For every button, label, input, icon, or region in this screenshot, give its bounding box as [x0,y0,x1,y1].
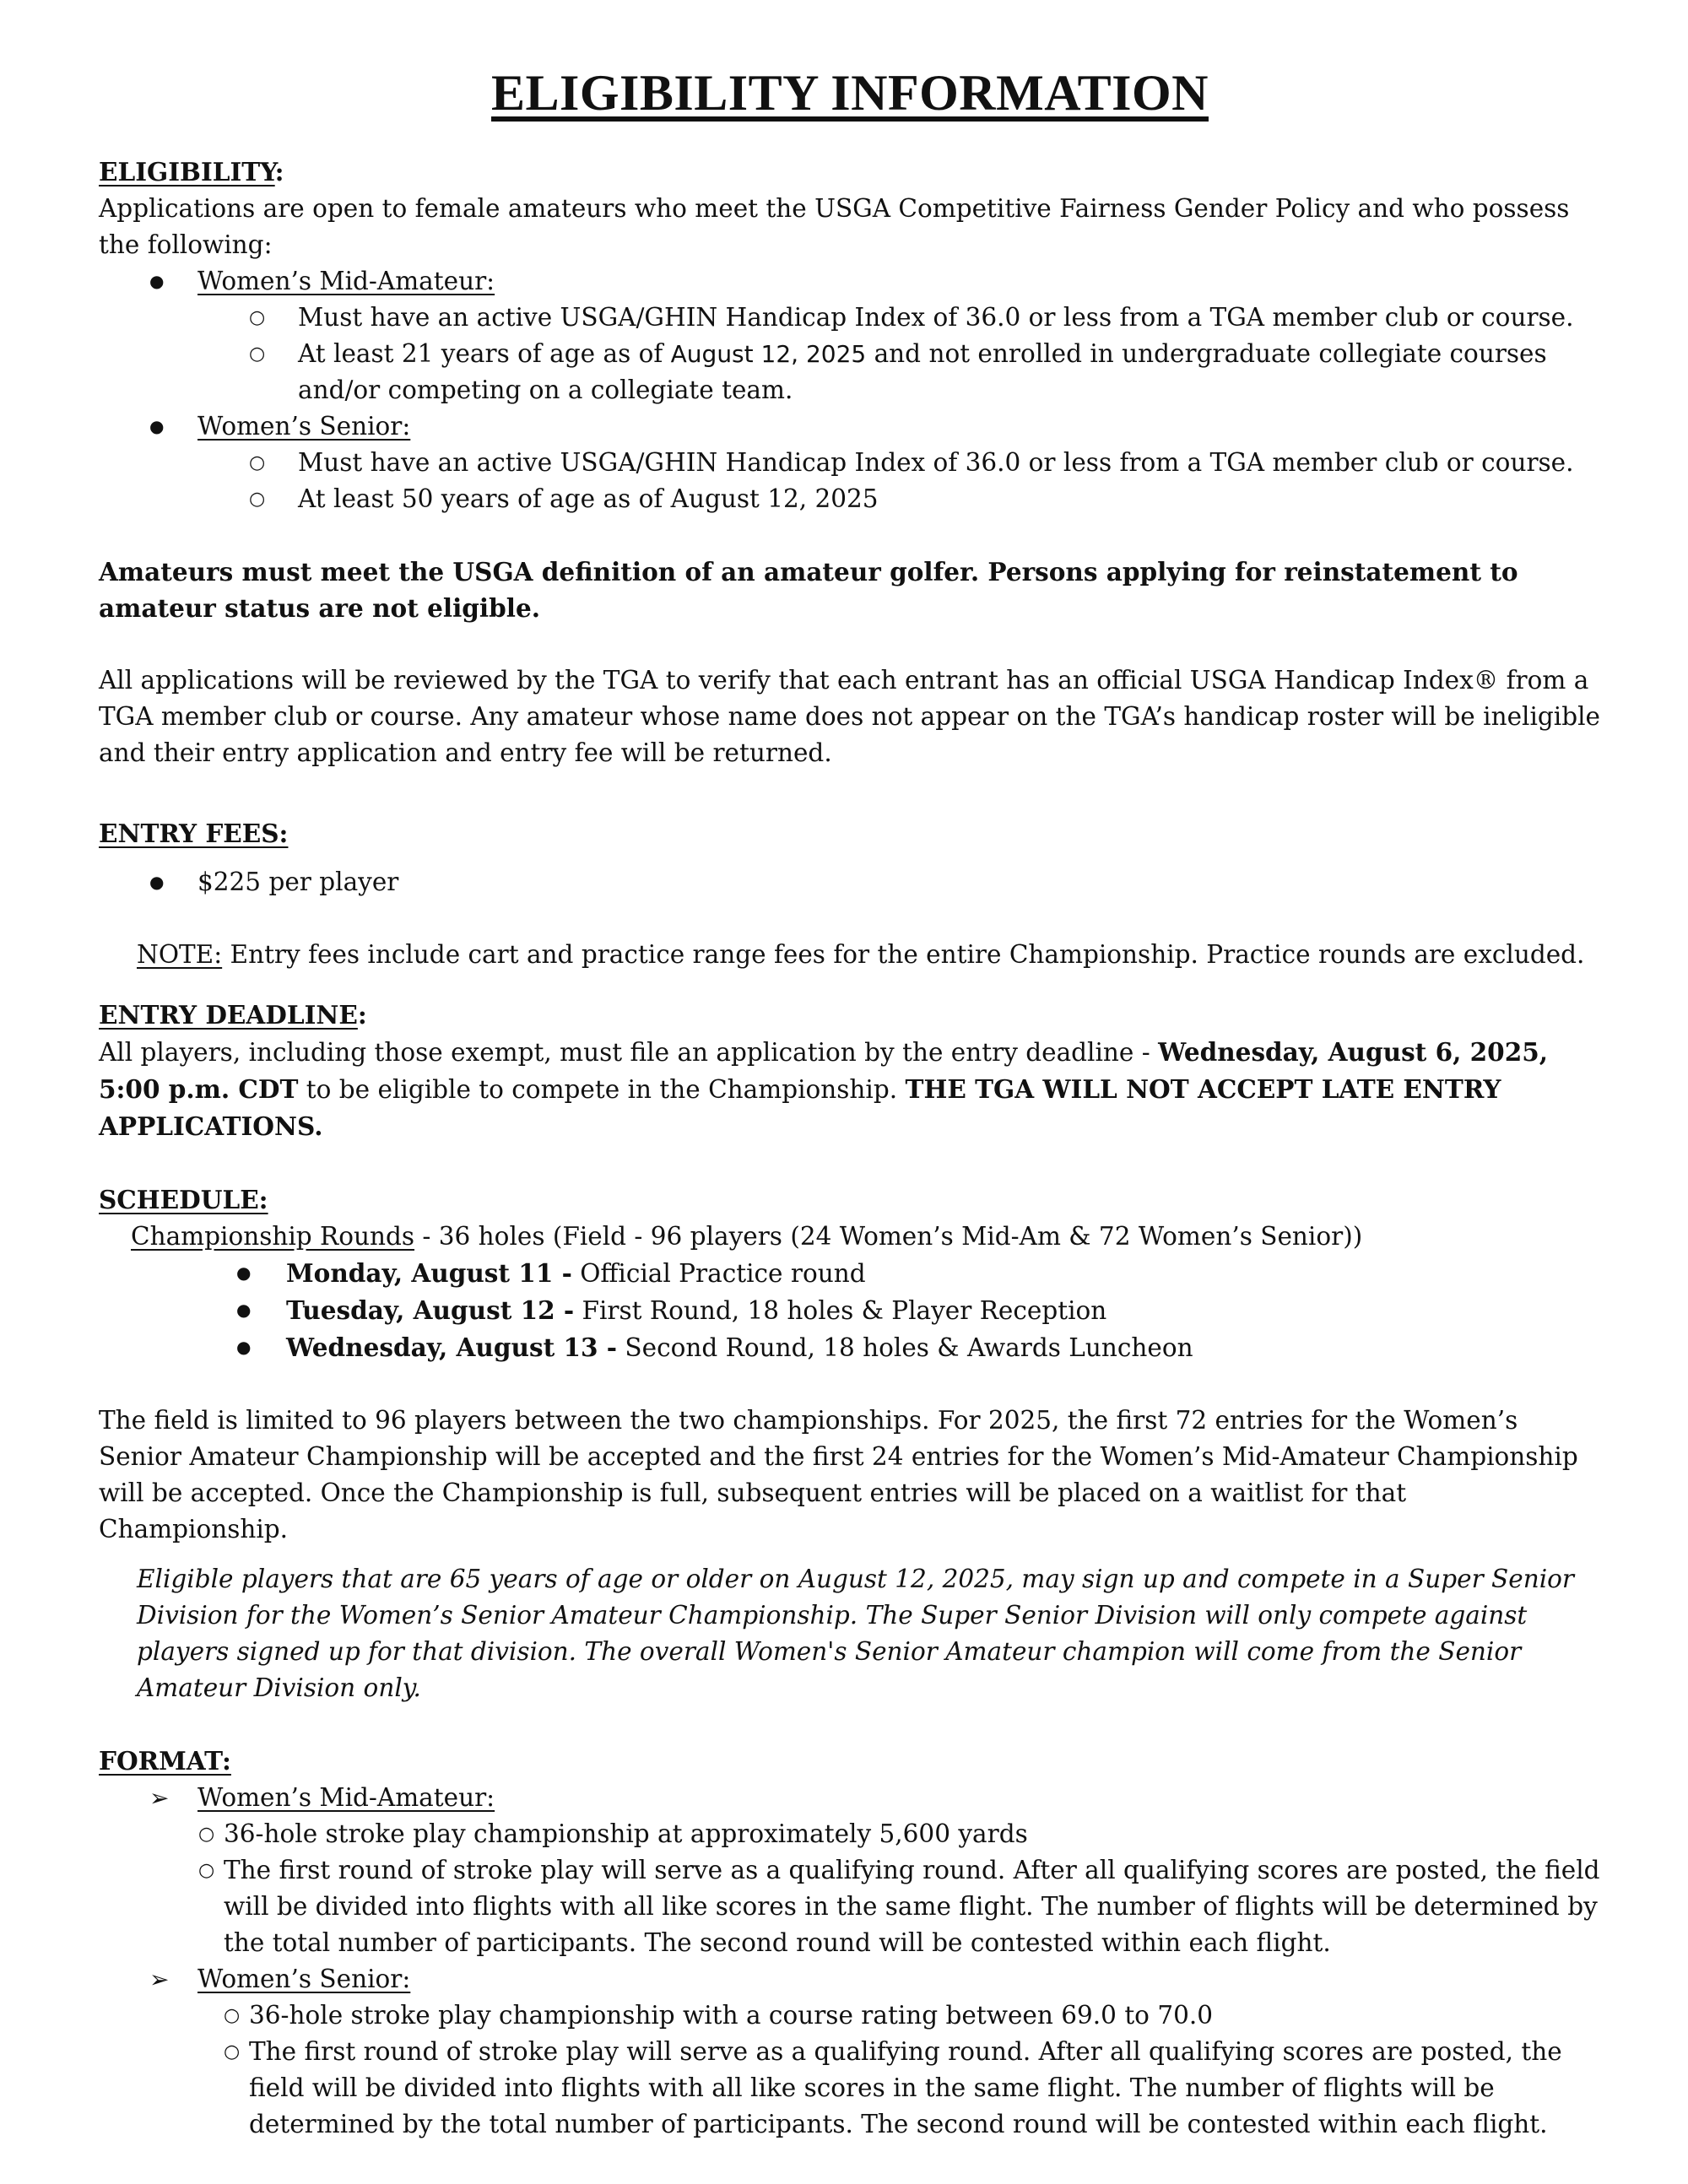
mid-am-requirements [99,300,1601,408]
format-senior-items [197,1997,1601,2143]
list-item: ○ The first round of stroke play will serve as a qualifying round. After all qualifying scores are posted, the field will be divided into flights with all like scores in the same flight. The number of flights will be determined by the total number of participants. The second round will be contested within each flight. [99,2034,1601,2143]
list-item: ○ 36-hole stroke play championship with a course rating between 69.0 to 70.0 [99,1997,1601,2034]
list-item: ○ Must have an active USGA/GHIN Handicap Index of 36.0 or less from a TGA member club or course. [99,445,1601,481]
format-heading: FORMAT: [99,1746,231,1776]
list-item: ● Monday, August 11 - Official Practice round [99,1255,1601,1292]
document-content [99,59,1601,2143]
entry-fees-heading-line [99,815,1601,852]
deadline-date: Wednesday, August 6, 2025, 5:00 p.m. CDT [99,1037,1549,1104]
list-item: ○ Must have an active USGA/GHIN Handicap Index of 36.0 or less from a TGA member club or course. [99,300,1601,336]
entry-deadline-heading: ENTRY DEADLINE [99,1000,358,1030]
list-item: ● Tuesday, August 12 - First Round, 18 holes & Player Reception [99,1292,1601,1329]
list-item: ○ At least 50 years of age as of August 12, 2025 [99,481,1601,517]
format-heading-line [99,1743,1601,1780]
late-entry-warning: THE TGA WILL NOT ACCEPT LATE ENTRY APPLICATIONS. [99,1074,1501,1141]
senior-label: Women’s Senior: [197,412,411,441]
entry-fees-heading: ENTRY FEES: [99,819,289,848]
field-limit-note: The field is limited to 96 players between the two championships. For 2025, the first 72 entries for the Women’s Senior Amateur Championship will be accepted and the first 24 entries for the Women’s Mid-Amateur Championship will be accepted. Once the Championship is full, subsequent entries will be placed on a waitlist for that Championship. [99,1406,1578,1543]
entry-deadline-text: All players, including those exempt, must file an application by the entry deadline - Wednesday, August 6, 2025, 5:00 p.m. CDT to be eligible to compete in the Championship. THE TGA WILL NOT ACCEPT LATE ENTRY APPLICATIONS. [99,1037,1549,1141]
senior-requirements [99,445,1601,517]
amateur-status-note: Amateurs must meet the USGA definition of an amateur golfer. Persons applying for reinstatement to amateur status are not eligible. [99,557,1518,623]
eligibility-list [99,263,1601,517]
page-title: ELIGIBILITY INFORMATION [491,65,1209,121]
eligibility-heading: ELIGIBILITY [99,157,275,187]
schedule-heading: SCHEDULE: [99,1185,268,1214]
format-mid-am-items [197,1816,1601,1961]
mid-am-label: Women’s Mid-Amateur: [197,267,495,295]
note-label: NOTE: [137,940,223,969]
entry-deadline-heading-line: ENTRY DEADLINE: [99,1000,367,1030]
eligibility-heading-line: ELIGIBILITY: [99,157,284,187]
entry-fees-list [99,864,1601,900]
schedule-list [99,1255,1601,1366]
championship-rounds: Championship Rounds - 36 holes (Field - 96 players (24 Women’s Mid-Am & 72 Women’s Senior)) [131,1222,1363,1251]
list-item: ○ At least 21 years of age as of August 12, 2025 and not enrolled in undergraduate collegiate courses and/or competing on a collegiate team. [99,336,1601,408]
eligibility-intro: Applications are open to female amateurs who meet the USGA Competitive Fairness Gender Policy and who possess the following: [99,194,1570,259]
list-item: ● $225 per player [99,864,1601,900]
entry-fees-note: NOTE: Entry fees include cart and practice range fees for the entire Championship. Practice rounds are excluded. [137,940,1585,969]
schedule-heading-line [99,1181,1601,1219]
review-note: All applications will be reviewed by the TGA to verify that each entrant has an official USGA Handicap Index® from a TGA member club or course. Any amateur whose name does not appear on the TGA’s handicap roster will be ineligible and their entry application and entry fee will be returned. [99,666,1601,767]
super-senior-note: Eligible players that are 65 years of age or older on August 12, 2025, may sign up and compete in a Super Senior Division for the Women’s Senior Amateur Championship. The Super Senior Division will only compete against players signed up for that division. The overall Women's Senior Amateur champion will come from the Senior Amateur Division only. [137,1565,1575,1702]
list-item [99,1780,1601,1961]
list-item: ● Wednesday, August 13 - Second Round, 18 holes & Awards Luncheon [99,1329,1601,1366]
format-list [99,1780,1601,2143]
rounds-label: Championship Rounds [131,1222,415,1251]
list-item [99,408,1601,517]
list-item [99,263,1601,408]
format-senior-label: Women’s Senior: [197,1965,411,1993]
list-item: ○ The first round of stroke play will serve as a qualifying round. After all qualifying scores are posted, the field will be divided into flights with all like scores in the same flight. The number of flights will be determined by the total number of participants. The second round will be contested within each flight. [99,1852,1601,1961]
list-item: ○ 36-hole stroke play championship at approximately 5,600 yards [99,1816,1601,1852]
format-mid-am-label: Women’s Mid-Amateur: [197,1783,495,1812]
list-item [99,1961,1601,2143]
mid-am-date: August 12, 2025 [670,340,867,368]
